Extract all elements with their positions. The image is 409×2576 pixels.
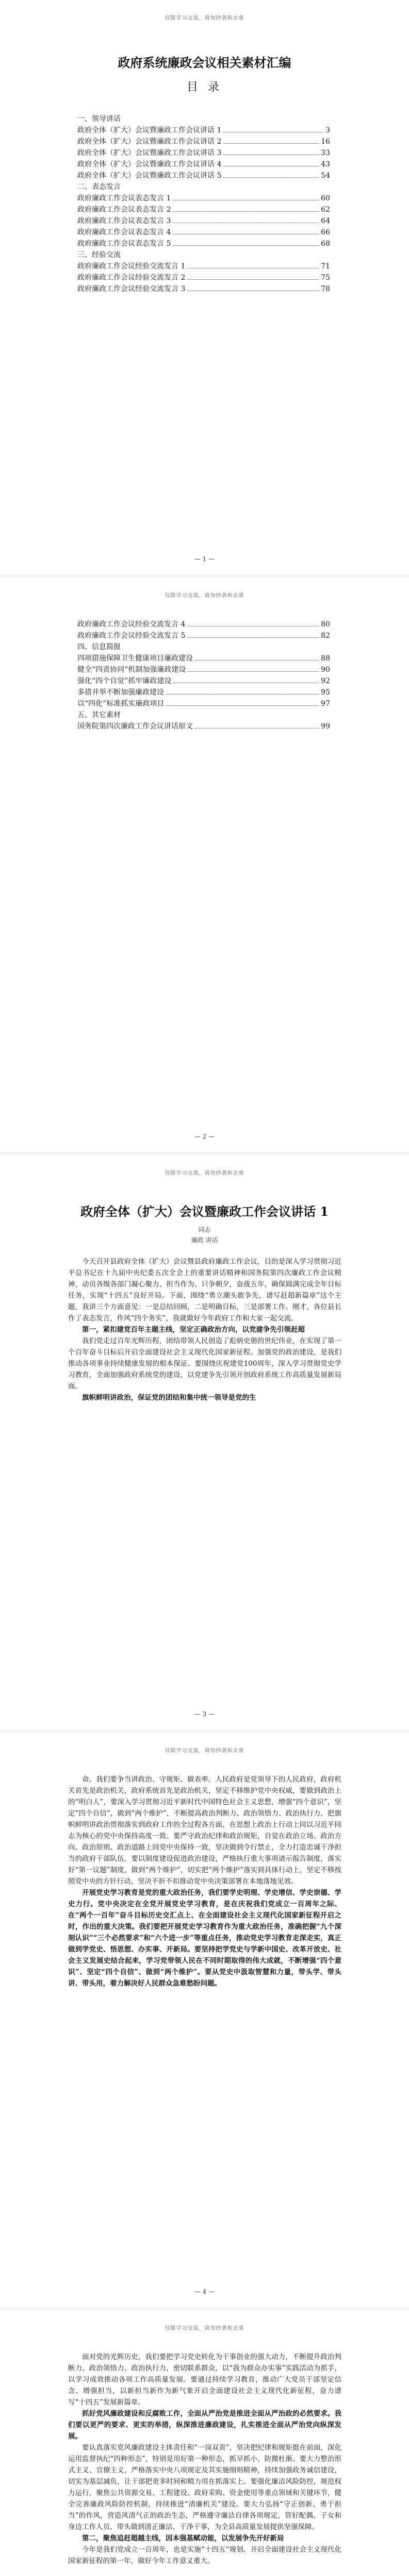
toc-section-heading: 三、经验交流 (77, 251, 121, 259)
speech-body (68, 1774, 341, 1989)
toc-entry-title: 四项措施保障卫生健康项目廉政建设 (77, 654, 193, 663)
toc-entry-page: 99 (321, 722, 330, 731)
toc-leader-dots (223, 136, 319, 144)
toc-leader-dots (173, 238, 319, 246)
toc-leader-dots (173, 227, 319, 234)
toc-entry-page: 16 (321, 138, 330, 146)
toc-leader-dots (187, 630, 319, 638)
toc-leader-dots (187, 272, 319, 280)
toc-entry-page: 71 (321, 262, 330, 270)
page-5 (0, 2310, 409, 2576)
toc-entry[interactable] (77, 630, 330, 641)
collection-title: 政府系统廉政会议相关素材汇编 (118, 55, 291, 70)
page-header: 仅限学习交流，请勿抄袭和去重 (165, 15, 244, 21)
paragraph: 我们党走过百年光辉历程，团结带领人民创造了彪炳史册的世纪伟业，在实现了第一个百年奋斗目标后开启全面建设社会主义现代化国家新征程。加强党的政治建设，是我们推动各项事业持续健康发展的根本保证。要围绕庆祝建党100周年，深入学习贯彻党史学习教育，全面加强政府系统党的建设，以党建争先引领开创政府系统工作高质量发展新局面。 (68, 1337, 341, 1391)
paragraph: 今年是我们党成立一百周年，也是实施“十四五”规划、开启全面建设社会主义现代化国家新征程的第一年，做好今年工作意义重大。 (68, 2546, 341, 2565)
toc-entry[interactable] (77, 261, 330, 272)
toc-entry[interactable] (77, 687, 330, 698)
toc-entry[interactable] (77, 125, 330, 136)
page-number: — 1 — (194, 555, 215, 563)
toc-entry-page: 88 (321, 654, 330, 663)
toc-entry[interactable] (77, 204, 330, 215)
toc-entry-title: 政府廉政工作会议经验交流发言 1 (77, 262, 186, 270)
toc-entry[interactable] (77, 283, 330, 295)
speech-author: 同志 (198, 1226, 211, 1233)
table-of-contents (77, 113, 330, 295)
toc-entry-title: 以“四化”标准抓实廉政项目 (77, 700, 165, 708)
table-of-contents-continued (77, 619, 330, 732)
toc-entry[interactable] (77, 147, 330, 159)
page-header: 仅限学习交流，请勿抄袭和去重 (165, 1748, 244, 1754)
toc-entry[interactable] (77, 159, 330, 170)
page-header: 仅限学习交流，请勿抄袭和去重 (165, 593, 244, 599)
toc-entry[interactable] (77, 227, 330, 238)
toc-entry-page: 54 (321, 172, 330, 180)
page-1 (0, 0, 409, 574)
toc-leader-dots (223, 170, 319, 178)
toc-leader-dots (166, 687, 319, 694)
paragraph: 开展党史学习教育是党的重大政治任务，我们要学史明理、学史增信、学史崇德、学史力行。党中央决定在全党开展党史学习教育，是在庆祝我们党成立一百周年之际、在“两个一百年”奋斗目标历史交汇点上、在全面建设社会主义现代化国家新征程开启之时，作出的重大决策。我们要把开展党史学习教育作为重大政治任务，准确把握“九个深刻认识”“三个必然要求”和“六个进一步”等重点任务，推动党史学习教育走深走实，真正做到学党史、悟思想、办实事、开新局。要坚持把学党史与学新中国史、改革开放史、社会主义发展史结合起来，学习党带领人民在不同时期取得的伟大成就，不断增强“四个意识”、坚定“四个自信”、做到“两个维护”。要从党史中汲取智慧和力量，带头学、带头讲、带头用，着力解决好人民群众急难愁盼问题。 (68, 1889, 341, 1988)
toc-entry-page: 33 (321, 149, 330, 157)
toc-entry[interactable] (77, 170, 330, 181)
toc-entry[interactable] (77, 136, 330, 147)
toc-section-heading: 四、信息简报 (77, 643, 121, 651)
toc-entry[interactable] (77, 721, 330, 732)
toc-entry[interactable] (77, 193, 330, 204)
page-header: 仅限学习交流，请勿抄袭和去重 (165, 1171, 244, 1176)
toc-entry-title: 政府全体（扩大）会议暨廉政工作会议讲话 4 (77, 160, 222, 168)
toc-leader-dots (223, 147, 319, 155)
toc-entry-page: 60 (321, 194, 330, 202)
paragraph: 旗帜鲜明讲政治，保证党的团结和集中统一领导是党的生 (82, 1394, 256, 1402)
toc-leader-dots (187, 619, 319, 626)
toc-leader-dots (195, 721, 319, 728)
toc-leader-dots (166, 698, 319, 706)
toc-entry-title: 政府全体（扩大）会议暨廉政工作会议讲话 5 (77, 172, 222, 180)
toc-entry-page: 64 (321, 217, 330, 225)
toc-entry[interactable] (77, 215, 330, 227)
paragraph: 抓好党风廉政建设和反腐败工作，全面从严治党是推进全面从严治政的必然要求。我们要以更严的要求、更实的举措，纵深推进廉政建设，扎实推进全面从严治党向纵深发展。 (68, 2410, 341, 2441)
toc-leader-dots (188, 664, 319, 672)
page-4 (0, 1733, 409, 2307)
page-2 (0, 578, 409, 1152)
toc-entry[interactable] (77, 664, 330, 675)
toc-entry-title: 政府廉政工作会议表态发言 4 (77, 228, 171, 236)
toc-entry-title: 政府全体（扩大）会议暨廉政工作会议讲话 1 (77, 126, 222, 134)
toc-entry-title: 政府全体（扩大）会议暨廉政工作会议讲话 3 (77, 149, 222, 157)
toc-entry-page: 66 (321, 228, 330, 236)
toc-entry-title: 政府廉政工作会议经验交流发言 3 (77, 285, 186, 293)
toc-entry-page: 3 (325, 126, 330, 134)
paragraph: 今天召开县政府全体（扩大）会议暨县政府廉政工作会议，目的是深入学习贯彻习近平总书记在十九届中央纪委五次全会上的重要讲话精神和国务院第四次廉政工作会议精神，动员各级各部门凝心聚力、担当作为、只争朝夕，奋战五年，确保圆满完成全年目标任务，实现“十四五”良好开局。下面，围绕“勇立潮头敢争先，谱写赶超新篇章”这个主题，我讲三个方面意见：一是总结回顾，二是明确目标，三是部署工作。刚才，各位县长作了表态发言，作风“四个务实”，我就做好今年政府工作和大家一起交流。 (68, 1258, 341, 1323)
toc-entry-page: 92 (321, 677, 330, 685)
toc-entry-page: 90 (321, 666, 330, 674)
page-header: 仅限学习交流，请勿抄袭和去重 (165, 2326, 244, 2331)
speech-tag: 廉政 讲话 (191, 1236, 218, 1244)
page-number: — 3 — (194, 1710, 215, 1718)
toc-leader-dots (223, 159, 319, 166)
toc-section-heading: 二、表态发言 (77, 183, 121, 191)
paragraph: 命。我们要争当讲政治、守规矩、做表率。人民政府是党领导下的人民政府，政府机关首先是政治机关，政府系统首先是政治机关，坚定不移维护党中央权威，要做到政治上的“明白人”，要深入学习贯彻习近平新时代中国特色社会主义思想，增强“四个意识”，坚定“四个自信”，做到“两个维护”，不断提高政治判断力、政治领悟力、政治执行力，把旗帜鲜明讲政治贯彻落实到政府工作的全过程各方面，在思想上政治上行动上同以习近平同志为核心的党中央保持高度一致。要严守政治纪律和政治规矩，自觉在政治立场、政治方向、政治原则、政治道路上同党中央保持一致，坚决做到令行禁止，全力打造忠诚干净担当的政府干部队伍。要以制度建设促进政治建设，严格执行重大事项请示报告制度，落实好“第一议题”制度，做到“两个维护”，切实把“两个维护”落实到具体行动上，坚定不移按照党中央的方针行动，坚决不折不扣推动党中央决策部署在本地落地见效。 (68, 1775, 341, 1886)
toc-entry-title: 政府廉政工作会议经验交流发言 2 (77, 274, 186, 282)
page-3 (0, 1155, 409, 1730)
page-number: — 4 — (194, 2288, 215, 2295)
toc-entry[interactable] (77, 675, 330, 687)
section-heading: 第一，紧扣建党百年主题主线，坚定正确政治方向，以党建争先引领赶超 (82, 1326, 305, 1334)
toc-entry-title: 健全“四责协同”机制加强廉政建设 (77, 666, 186, 674)
toc-leader-dots (195, 653, 319, 660)
toc-entry-page: 62 (321, 206, 330, 214)
toc-entry-page: 43 (321, 160, 330, 168)
toc-entry-title: 国务院第四次廉政工作会议讲话原文 (77, 722, 193, 731)
paragraph: 要认真落实党风廉政建设主体责任和“一岗双责”，坚决把纪律和规矩挺在前面，深化运用监督执纪“四种形态”，特别是用好第一种形态，抓早抓小、防微杜渐。要大力整治形式主义、官僚主义，严格落实中央八项规定及其实施细则精神，持续加强政务诚信建设，切实为基层减负，让干部把更多时间和精力用在抓落实上。要强化廉洁风险防控，规范权力运行，聚焦公共资源交易、工程建设、政府采购、资金使用等重点领域和关键环节，健全完善廉政风险防控机制，持续推进“清廉机关”建设。要大力弘扬“守正创新、勇于担当”的作风，营造风清气正的政治生态，严格遵守廉洁自律各项规定，管好配偶、子女和身边工作人员，带头做到清正廉洁、干净干事，为全县高质量发展提供坚强保障。 (68, 2444, 341, 2531)
toc-entry-title: 政府廉政工作会议表态发言 2 (77, 206, 171, 214)
speech-title: 政府全体（扩大）会议暨廉政工作会议讲话 1 (80, 1204, 329, 1219)
speech-body (68, 1256, 341, 1403)
toc-leader-dots (173, 193, 319, 200)
toc-entry-title: 政府廉政工作会议表态发言 1 (77, 194, 171, 202)
paragraph: 面对党的光辉历史，我们要把学习党史转化为干事创业的强大动力，不断提升政治判断力、政治领悟力、政治执行力，密切联系群众，以“我为群众办实事”实践活动为抓手，以学习成效推动各项工作高质量发展。要通过持续学习教育，推动广大党员干部坚定信念、增强担当，以新担当新作为新气象开启全面建设社会主义现代化新征程，奋力谱写“十四五”发展新篇章。 (68, 2353, 341, 2406)
toc-entry-page: 82 (321, 632, 330, 640)
toc-entry-page: 97 (321, 700, 330, 708)
toc-entry[interactable] (77, 653, 330, 664)
page-number: — 2 — (194, 1133, 215, 1140)
toc-leader-dots (173, 204, 319, 212)
toc-entry-title: 政府廉政工作会议经验交流发言 5 (77, 632, 186, 640)
toc-entry[interactable] (77, 238, 330, 249)
section-heading: 第二，聚焦追赶超越主线，因本强基赋动能，以发展争先开好新局 (82, 2534, 284, 2543)
toc-entry-page: 95 (321, 688, 330, 697)
toc-entry-title: 多措并举不断加强廉政建设 (77, 688, 164, 697)
toc-heading: 目 录 (187, 81, 222, 94)
toc-entry-title: 政府廉政工作会议表态发言 3 (77, 217, 171, 225)
toc-entry-title: 强化“四个自觉”抓牢廉政建设 (77, 677, 172, 685)
toc-section-heading: 五、其它素材 (77, 711, 121, 719)
toc-entry-title: 政府廉政工作会议经验交流发言 4 (77, 620, 186, 629)
toc-leader-dots (173, 675, 319, 683)
toc-leader-dots (187, 261, 319, 268)
toc-leader-dots (223, 125, 323, 132)
speech-body (68, 2351, 341, 2567)
toc-entry[interactable] (77, 698, 330, 709)
toc-entry[interactable] (77, 272, 330, 283)
toc-entry[interactable] (77, 619, 330, 630)
toc-section-heading: 一、领导讲话 (77, 115, 121, 123)
toc-entry-page: 68 (321, 240, 330, 248)
toc-entry-page: 80 (321, 620, 330, 629)
toc-entry-page: 75 (321, 274, 330, 282)
toc-leader-dots (187, 283, 319, 291)
toc-leader-dots (173, 215, 319, 223)
toc-entry-title: 政府廉政工作会议表态发言 5 (77, 240, 171, 248)
toc-entry-page: 78 (321, 285, 330, 293)
toc-entry-title: 政府全体（扩大）会议暨廉政工作会议讲话 2 (77, 138, 222, 146)
